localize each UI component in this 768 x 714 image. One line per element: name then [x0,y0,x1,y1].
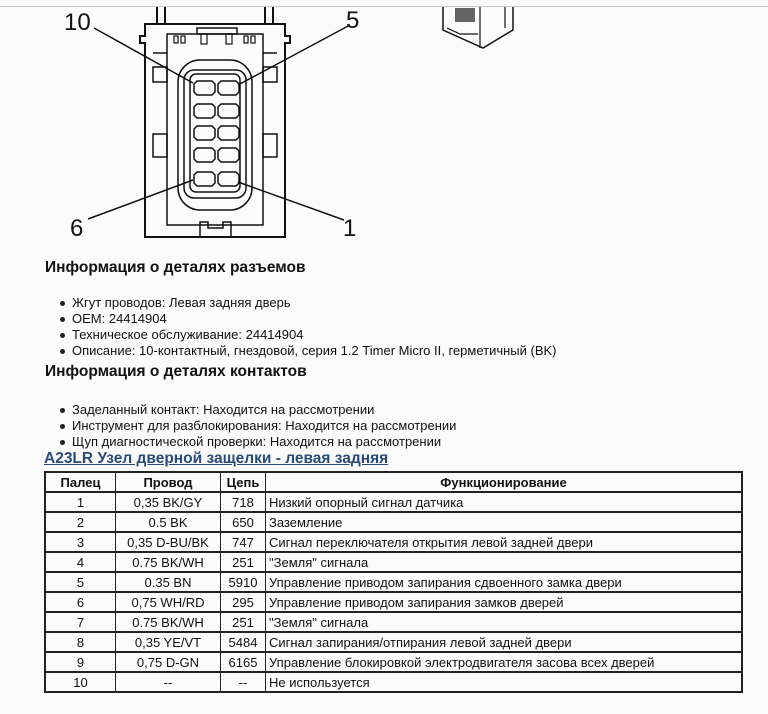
table-row [45,532,742,552]
cell-wire: -- [116,672,221,692]
header-function: Функционирование [266,472,743,492]
cell-function: Управление приводом запирания сдвоенного замка двери [266,572,743,592]
cell-function: Сигнал запирания/отпирания левой задней двери [266,632,743,652]
list-item: Инструмент для разблокирования: Находится на рассмотрении [58,418,456,434]
table-row [45,612,742,632]
cell-pin: 1 [45,492,116,512]
connector-info-heading: Информация о деталях разъемов [45,259,306,276]
list-item: Заделанный контакт: Находится на рассмотрении [58,402,456,418]
table-row [45,552,742,572]
cell-circuit: 650 [221,512,266,532]
cell-wire: 0.75 BK/WH [116,552,221,572]
cell-wire: 0,35 BK/GY [116,492,221,512]
cell-function: Сигнал переключателя открытия левой задней двери [266,532,743,552]
table-header-row [45,472,742,492]
cell-circuit: 251 [221,552,266,572]
header-wire: Провод [116,472,221,492]
cell-wire: 0.75 BK/WH [116,612,221,632]
list-item: Описание: 10-контактный, гнездовой, серия 1.2 Timer Micro II, герметичный (BK) [58,343,557,359]
cell-circuit: 718 [221,492,266,512]
cell-wire: 0.5 BK [116,512,221,532]
cell-function: Низкий опорный сигнал датчика [266,492,743,512]
table-row [45,652,742,672]
terminal-info-heading: Информация о деталях контактов [45,363,307,380]
cell-function: Управление приводом запирания замков дверей [266,592,743,612]
cell-pin: 3 [45,532,116,552]
cell-wire: 0,35 D-BU/BK [116,532,221,552]
list-item: Жгут проводов: Левая задняя дверь [58,295,557,311]
pinout-table [44,471,743,693]
header-circuit: Цепь [221,472,266,492]
cell-circuit: 251 [221,612,266,632]
table-row [45,572,742,592]
callout-pin-6: 6 [70,215,84,242]
list-item: Щуп диагностической проверки: Находится на рассмотрении [58,434,456,450]
cell-function: "Земля" сигнала [266,552,743,572]
cell-pin: 2 [45,512,116,532]
pinout-title-link[interactable]: A23LR Узел дверной защелки - левая задняя [44,450,389,467]
list-item: OEM: 24414904 [58,311,557,327]
connector-info-list [58,295,557,359]
table-row [45,672,742,692]
table-row [45,512,742,532]
terminal-info-list [58,402,456,450]
cell-pin: 9 [45,652,116,672]
cell-circuit: 5484 [221,632,266,652]
cell-pin: 7 [45,612,116,632]
table-row [45,592,742,612]
cell-wire: 0,35 YE/VT [116,632,221,652]
callout-pin-5: 5 [346,7,360,34]
cell-circuit: -- [221,672,266,692]
connector-face-diagram [0,0,768,250]
cell-function: "Земля" сигнала [266,612,743,632]
cell-pin: 5 [45,572,116,592]
cell-circuit: 295 [221,592,266,612]
cell-pin: 8 [45,632,116,652]
table-row [45,632,742,652]
header-pin: Палец [45,472,116,492]
cell-circuit: 6165 [221,652,266,672]
cell-pin: 4 [45,552,116,572]
cell-pin: 10 [45,672,116,692]
cell-circuit: 5910 [221,572,266,592]
cell-function: Заземление [266,512,743,532]
cell-function: Не используется [266,672,743,692]
callout-pin-10: 10 [64,9,91,36]
cell-function: Управление блокировкой электродвигателя засова всех дверей [266,652,743,672]
cell-pin: 6 [45,592,116,612]
cell-wire: 0.35 BN [116,572,221,592]
cell-wire: 0,75 D-GN [116,652,221,672]
cell-circuit: 747 [221,532,266,552]
callout-pin-1: 1 [343,215,357,242]
table-row [45,492,742,512]
cell-wire: 0,75 WH/RD [116,592,221,612]
list-item: Техническое обслуживание: 24414904 [58,327,557,343]
